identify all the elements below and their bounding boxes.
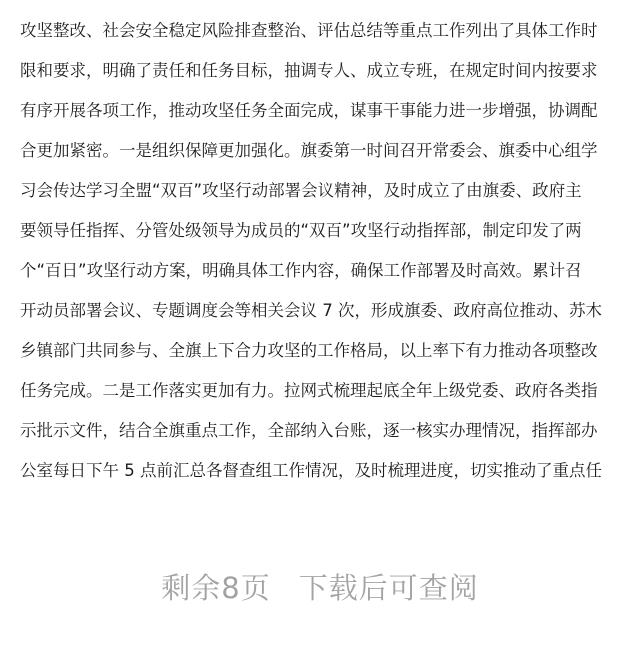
remaining-pages-prompt[interactable]	[0, 566, 640, 607]
remaining-pages-count: 剩余8页	[161, 571, 271, 605]
text-line: 有序开展各项工作，推动攻坚任务全面完成，谋事干事能力进一步增强，协调配	[20, 101, 598, 120]
text-line: 合更加紧密。一是组织保障更加强化。旗委第一时间召开常委会、旗委中心组学	[20, 141, 598, 160]
text-line: 乡镇部门共同参与、全旗上下合力攻坚的工作格局，以上率下有力推动各项整改	[20, 341, 598, 360]
download-to-read-link[interactable]: 下载后可查阅	[298, 571, 479, 605]
text-line: 要领导任指挥、分管处级领导为成员的“双百”攻坚行动指挥部，制定印发了两	[20, 221, 582, 240]
document-body	[20, 0, 630, 491]
text-line: 个“百日”攻坚行动方案，明确具体工作内容，确保工作部署及时高效。累计召	[20, 261, 582, 280]
text-line: 示批示文件，结合全旗重点工作，全部纳入台账，逐一核实办理情况，指挥部办	[20, 421, 598, 440]
text-line: 限和要求，明确了责任和任务目标，抽调专人、成立专班，在规定时间内按要求	[20, 61, 598, 80]
text-line: 攻坚整改、社会安全稳定风险排查整治、评估总结等重点工作列出了具体工作时	[20, 21, 598, 40]
text-line: 习会传达学习全盟“双百”攻坚行动部署会议精神，及时成立了由旗委、政府主	[20, 181, 582, 200]
text-line: 开动员部署会议、专题调度会等相关会议 7 次，形成旗委、政府高位推动、苏木	[20, 301, 602, 320]
text-line: 任务完成。二是工作落实更加有力。拉网式梳理起底全年上级党委、政府各类指	[20, 381, 598, 400]
text-line: 公室每日下午 5 点前汇总各督查组工作情况，及时梳理进度，切实推动了重点任	[20, 461, 602, 480]
